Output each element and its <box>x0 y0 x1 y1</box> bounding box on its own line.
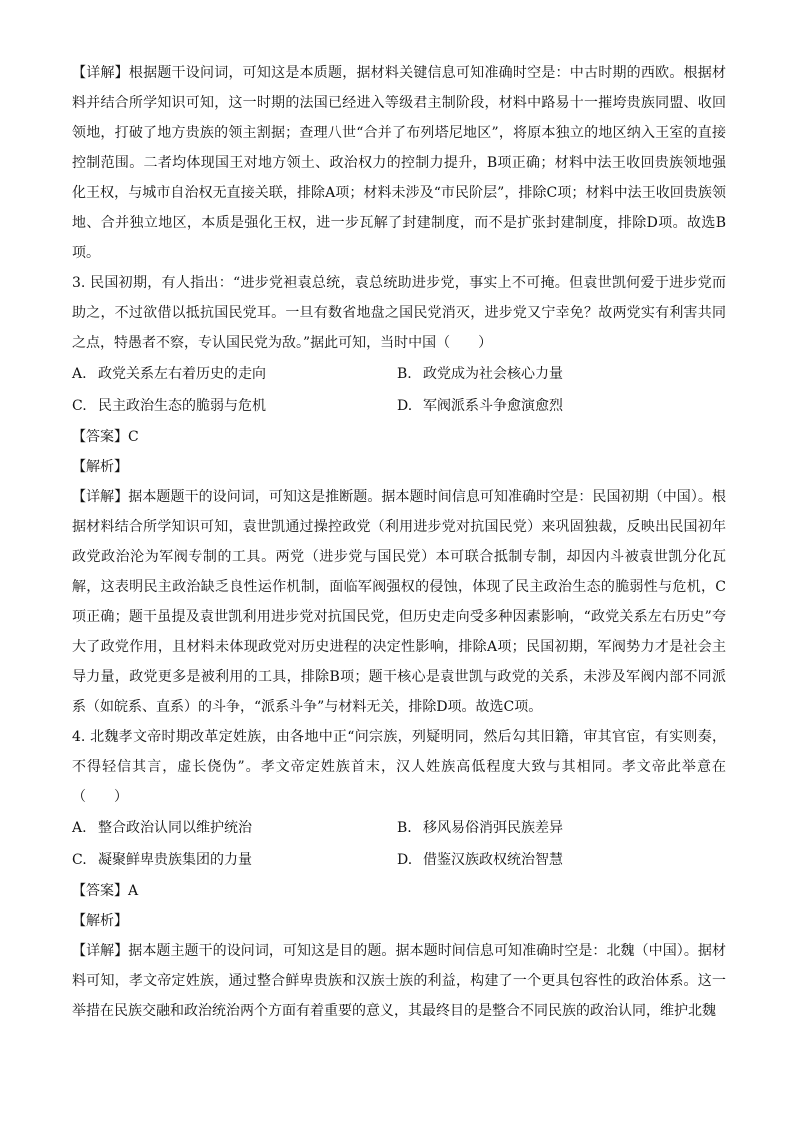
option-a[interactable] <box>72 812 397 844</box>
option-letter: D. <box>397 852 413 868</box>
option-text: 凝聚鲜卑贵族集团的力量 <box>98 852 252 868</box>
option-c[interactable] <box>72 844 397 876</box>
explanation-q4: 【详解】据本题主题干的设问词，可知这是目的题。据本题时间信息可知准确时空是：北魏（中国）。据材料可知，孝文帝定姓族，通过整合鲜卑贵族和汉族士族的利益，构建了一个更具包容性的政治体系。这一举措在民族交融和政治统治两个方面有着重要的意义，其最终目的是整合不同民族的政治认同，维护北魏 <box>72 943 726 1019</box>
option-text: 政党关系左右着历史的走向 <box>98 366 266 382</box>
question-3-options-row2 <box>72 390 726 422</box>
document-page <box>72 58 726 1026</box>
option-text: 借鉴汉族政权统治智慧 <box>423 852 563 868</box>
option-c[interactable] <box>72 390 397 422</box>
option-b[interactable] <box>397 812 722 844</box>
option-text: 政党成为社会核心力量 <box>423 366 563 382</box>
option-text: 整合政治认同以维护统治 <box>98 820 252 836</box>
answer-q4: 【答案】A <box>72 883 139 899</box>
option-letter: A. <box>72 820 87 836</box>
option-letter: B. <box>397 820 412 836</box>
question-3-stem: 3. 民国初期，有人指出：“进步党袒袁总统，袁总统助进步党，事实上不可掩。但袁世凯何爱于进步党而助之，不过欲借以抵抗国民党耳。一旦有数省地盘之国民党消灭，进步党又宁幸免？故两党实有利害共同之点，特愚者不察，专认国民党为敌。”据此可知，当时中国（ ） <box>72 275 726 351</box>
option-letter: D. <box>397 398 413 414</box>
option-text: 民主政治生态的脆弱与危机 <box>98 398 266 414</box>
option-letter: C. <box>72 852 87 868</box>
analysis-label-q3: 【解析】 <box>72 459 128 475</box>
option-letter: C. <box>72 398 87 414</box>
option-d[interactable] <box>397 844 722 876</box>
option-b[interactable] <box>397 358 722 390</box>
option-d[interactable] <box>397 390 722 422</box>
question-3-options-row1 <box>72 358 726 390</box>
question-4-options-row2 <box>72 844 726 876</box>
explanation-q2: 【详解】根据题干设问词，可知这是本质题，据材料关键信息可知准确时空是：中古时期的西欧。根据材料并结合所学知识可知，这一时期的法国已经进入等级君主制阶段，材料中路易十一摧垮贵族同盟、收回领地，打破了地方贵族的领主割据；查理八世“合并了布列塔尼地区”，将原本独立的地区纳入王室的直接控制范围。二者均体现国王对地方领土、政治权力的控制力提升，B项正确；材料中法王收回贵族领地强化王权，与城市自治权无直接关联，排除A项；材料未涉及“市民阶层”，排除C项；材料中法王收回贵族领地、合并独立地区，本质是强化王权，进一步瓦解了封建制度，而不是扩张封建制度，排除D项。故选B项。 <box>72 65 726 261</box>
analysis-label-q4: 【解析】 <box>72 913 128 929</box>
option-a[interactable] <box>72 358 397 390</box>
explanation-q3: 【详解】据本题题干的设问词，可知这是推断题。据本题时间信息可知准确时空是：民国初期（中国）。根据材料结合所学知识可知，袁世凯通过操控政党（利用进步党对抗国民党）来巩固独裁，反映出民国初年政党政治沦为军阀专制的工具。两党（进步党与国民党）本可联合抵制专制，却因内斗被袁世凯分化瓦解，这表明民主政治缺乏良性运作机制，面临军阀强权的侵蚀，体现了民主政治生态的脆弱性与危机，C项正确；题干虽提及袁世凯利用进步党对抗国民党，但历史走向受多种因素影响，“政党关系左右历史”夸大了政党作用，且材料未体现政党对历史进程的决定性影响，排除A项；民国初期，军阀势力才是社会主导力量，政党更多是被利用的工具，排除B项；题干核心是袁世凯与政党的关系，未涉及军阀内部不同派系（如皖系、直系）的斗争，“派系斗争”与材料无关，排除D项。故选C项。 <box>72 489 726 715</box>
option-text: 军阀派系斗争愈演愈烈 <box>423 398 563 414</box>
answer-q3: 【答案】C <box>72 429 139 445</box>
option-letter: A. <box>72 366 87 382</box>
question-4-stem: 4. 北魏孝文帝时期改革定姓族，由各地中正“问宗族，列疑明同，然后勾其旧籍，审其官宦，有实则奏，不得轻信其言，虚长侥伪”。孝文帝定姓族首末，汉人姓族高低程度大致与其相同。孝文帝此举意在（ ） <box>72 729 726 805</box>
option-letter: B. <box>397 366 412 382</box>
option-text: 移风易俗消弭民族差异 <box>423 820 563 836</box>
question-4-options-row1 <box>72 812 726 844</box>
